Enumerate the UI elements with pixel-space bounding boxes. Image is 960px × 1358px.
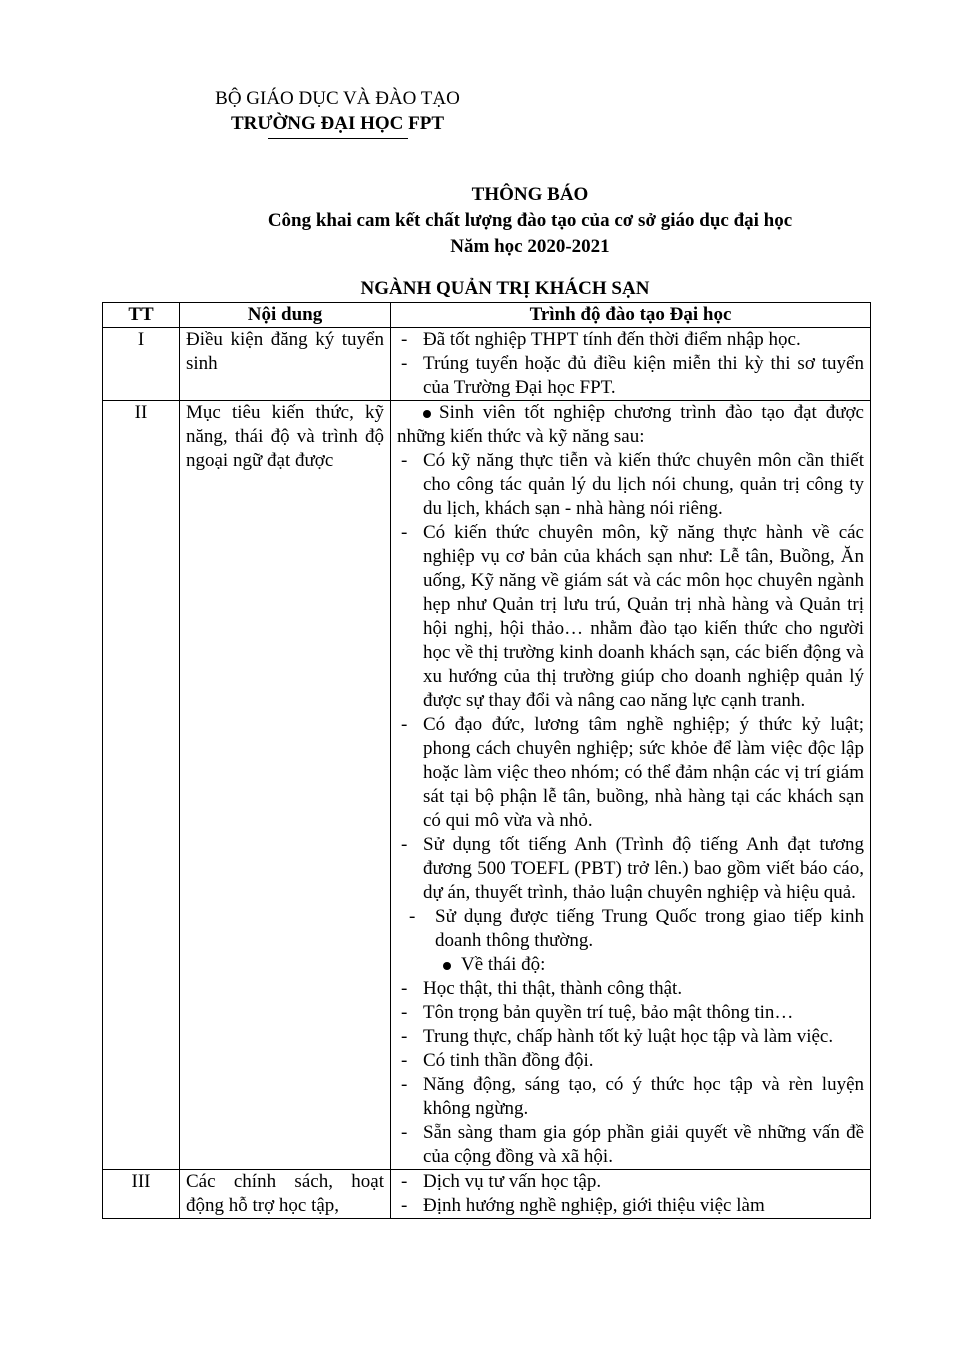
list-item: - Có kỹ năng thực tiễn và kiến thức chuyên môn cần thiết cho công tác quản lý du lịch nói chung, quản trị công ty du lịch, khách sạn - nhà hàng nói riêng. bbox=[401, 450, 864, 519]
row-number: II bbox=[103, 401, 180, 1170]
table-row bbox=[103, 1170, 871, 1219]
list-item: - Định hướng nghề nghiệp, giới thiệu việc làm bbox=[401, 1195, 765, 1216]
bullet-icon bbox=[423, 410, 431, 418]
list-item: - Năng động, sáng tạo, có ý thức học tập và rèn luyện không ngừng. bbox=[401, 1074, 864, 1119]
list-item: - Sử dụng được tiếng Trung Quốc trong giao tiếp kinh doanh thông thường. bbox=[409, 906, 864, 951]
list-item: - Có tinh thần đồng đội. bbox=[401, 1050, 594, 1071]
bullet-icon bbox=[443, 962, 451, 970]
attitude-heading: Về thái độ: bbox=[397, 953, 864, 977]
column-header-content: Nội dung bbox=[180, 303, 391, 328]
list-item: - Sử dụng tốt tiếng Anh (Trình độ tiếng Anh đạt tương đương 500 TOEFL (PBT) trở lên.) bao gồm viết báo cáo, dự án, thuyết trình, thảo luận chuyên nghiệp và hiệu quả. bbox=[401, 834, 864, 903]
outcomes-intro: Sinh viên tốt nghiệp chương trình đào tạo đạt được những kiến thức và kỹ năng sau: bbox=[397, 402, 864, 447]
notice-subtitle: Công khai cam kết chất lượng đào tạo của cơ sở giáo dục đại học bbox=[267, 210, 793, 231]
list-item: - Sẵn sàng tham gia góp phần giải quyết về những vấn đề của cộng đồng và xã hội. bbox=[401, 1122, 864, 1167]
column-header-tt: TT bbox=[103, 303, 180, 328]
major-title: NGÀNH QUẢN TRỊ KHÁCH SẠN bbox=[360, 278, 650, 299]
organization-header bbox=[195, 86, 480, 139]
notice-year: Năm học 2020-2021 bbox=[450, 236, 610, 257]
list-item: - Trung thực, chấp hành tốt kỷ luật học tập và làm việc. bbox=[401, 1026, 834, 1047]
list-item: - Có đạo đức, lương tâm nghề nghiệp; ý thức kỷ luật; phong cách chuyên nghiệp; sức khỏe để làm việc độc lập hoặc làm việc theo nhóm; có thể đảm nhận các vị trí giám sát tại bộ phận lễ tân, buồng, nhà hàng tại các khách sạn có qui mô vừa và nhỏ. bbox=[401, 714, 864, 831]
row-content: Mục tiêu kiến thức, kỹ năng, thái độ và trình độ ngoại ngữ đạt được bbox=[180, 401, 391, 1170]
row-requirements bbox=[391, 328, 871, 401]
list-item: - Trúng tuyển hoặc đủ điều kiện miễn thi kỳ thi sơ tuyển của Trường Đại học FPT. bbox=[401, 353, 864, 398]
table-row bbox=[103, 328, 871, 401]
notice-title: THÔNG BÁO bbox=[471, 184, 589, 205]
header-underline bbox=[268, 138, 408, 139]
school-name: TRƯỜNG ĐẠI HỌC FPT bbox=[230, 113, 445, 134]
table-row bbox=[103, 401, 871, 1170]
list-item: - Có kiến thức chuyên môn, kỹ năng thực hành về các nghiệp vụ cơ bản của khách sạn như: Lễ tân, Buồng, Ăn uống, Kỹ năng về giám sát và các môn học chuyên ngành hẹp như Quản trị lưu trú, Quản trị nhà hàng và Quản trị hội nghị, hội thảo… nhằm đào tạo kiến thức cho người học về thị trường kinh doanh khách sạn, các biến động và xu hướng của thị trường giúp cho doanh nghiệp quản lý được sự thay đổi và nâng cao năng lực cạnh tranh. bbox=[401, 522, 864, 711]
row-number: III bbox=[103, 1170, 180, 1219]
list-item: - Học thật, thi thật, thành công thật. bbox=[401, 978, 683, 999]
list-item: - Dịch vụ tư vấn học tập. bbox=[401, 1171, 602, 1192]
row-number: I bbox=[103, 328, 180, 401]
row-content: Điều kiện đăng ký tuyển sinh bbox=[180, 328, 391, 401]
list-item: - Đã tốt nghiệp THPT tính đến thời điểm nhập học. bbox=[401, 329, 801, 350]
row-requirements bbox=[391, 401, 871, 1170]
row-requirements bbox=[391, 1170, 871, 1219]
ministry-name: BỘ GIÁO DỤC VÀ ĐÀO TẠO bbox=[215, 88, 460, 109]
row-content: Các chính sách, hoạt động hỗ trợ học tập, bbox=[180, 1170, 391, 1219]
column-header-level: Trình độ đào tạo Đại học bbox=[391, 303, 871, 328]
table-header-row bbox=[103, 303, 871, 328]
commitment-table bbox=[102, 302, 871, 1219]
notice-block bbox=[200, 182, 860, 260]
list-item: - Tôn trọng bản quyền trí tuệ, bảo mật thông tin… bbox=[401, 1002, 794, 1023]
